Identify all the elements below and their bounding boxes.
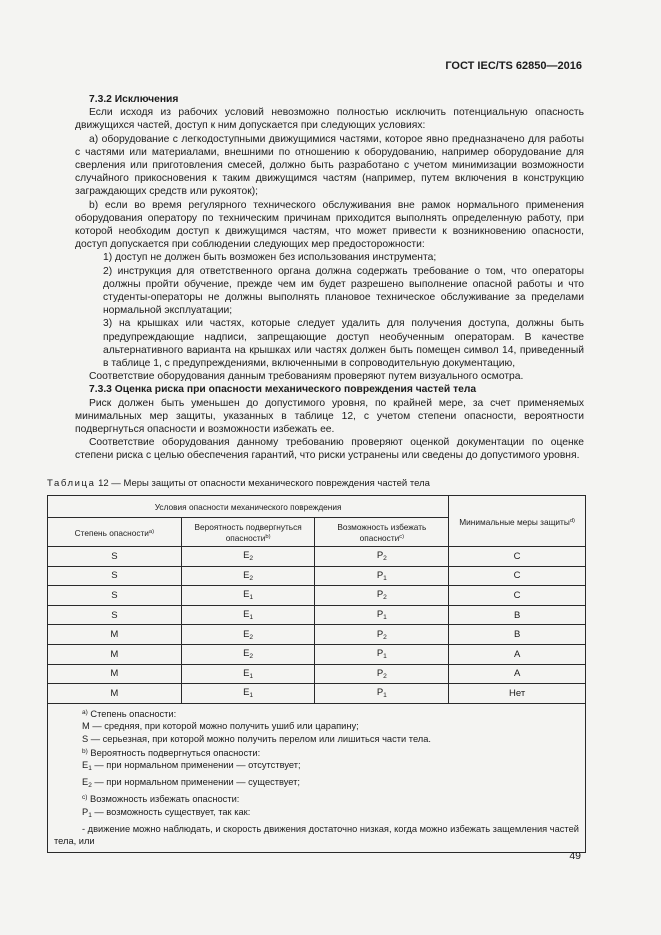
- table-row: [48, 644, 586, 664]
- table-caption-prefix: Таблица: [47, 478, 96, 489]
- cell-avoidance: $P_2$: [315, 547, 449, 567]
- cell-avoidance: $P_1$: [315, 684, 449, 704]
- list-item-a: а) оборудование с легкодоступными движущимися частями, которое явно предназначено для работы с частями или материалами, внешними по отношению к оборудованию, например оборудование для сверления или приготовления смесей, должно быть разработано с учетом минимизации возможности случайного прикосновения к таким движущимся частям (например, путем включения в конструкцию заграждающих средств или рукояток);: [75, 133, 584, 198]
- paragraph: Соответствие оборудования данному требованию проверяют оценкой документации по оценке степени риска с целью обеспечения гарантий, что риски устранены или сведены до допустимого уровня.: [75, 437, 584, 462]
- table-row: [48, 684, 586, 704]
- cell-measures: C: [449, 547, 586, 567]
- cell-probability: $E_2$: [181, 566, 315, 586]
- cell-measures: B: [449, 625, 586, 645]
- footnote-line: $E_1$ — при нормальном применении — отсутствует;: [82, 760, 301, 773]
- cell-measures: B: [449, 605, 586, 625]
- table-row: [48, 664, 586, 684]
- table-caption: [47, 478, 587, 489]
- cell-avoidance: $P_1$: [315, 644, 449, 664]
- footnote-c: $^{c)}$ Возможность избежать опасности:: [82, 794, 240, 805]
- footnote-a: $^{а)}$ Степень опасности:: [82, 708, 177, 719]
- paragraph: Риск должен быть уменьшен до допустимого уровня, по крайней мере, за счет применяемых минимальных мер защиты, указанных в таблице 12, с учетом степени опасности, вероятности подвергнуться опасности и возможности избежать ее.: [75, 397, 584, 436]
- precaution-2: 2) инструкция для ответственного органа должна содержать требование о том, что операторы должны пройти обучение, прежде чем им будет разрешено выполнение опасной работы и что студенты-операторы не должны выполнять плановое техническое обслуживание за пределами нормальной эксплуатации;: [103, 265, 584, 317]
- cell-severity: M: [48, 684, 182, 704]
- table-row: [48, 547, 586, 567]
- cell-severity: M: [48, 644, 182, 664]
- table-row: [48, 625, 586, 645]
- cell-measures: C: [449, 586, 586, 606]
- precaution-1: 1) доступ не должен быть возможен без использования инструмента;: [103, 252, 437, 264]
- paragraph: Если исходя из рабочих условий невозможно полностью исключить потенциальную опасность движущихся частей, доступ к ним допускается при следующих условиях:: [75, 107, 584, 132]
- cell-avoidance: $P_2$: [315, 586, 449, 606]
- precaution-3: 3) на крышках или частях, которые следует удалить для получения доступа, должны быть предупреждающие надписи, запрещающие доступ необученным операторам. В качестве альтернативного варианта на крышках или частях должен быть помещен символ 14, приведенный в таблице 1, с предупреждениями, включенными в сопроводительную документацию,: [103, 318, 584, 370]
- footnote-line: $E_2$ — при нормальном применении — существует;: [82, 776, 301, 789]
- cell-measures: A: [449, 664, 586, 684]
- table-row: [48, 566, 586, 586]
- cell-severity: S: [48, 547, 182, 567]
- header-severity: Степень опасности$^{а)}$: [48, 518, 182, 547]
- table-row: [48, 586, 586, 606]
- cell-severity: M: [48, 664, 182, 684]
- header-avoidance: Возможность избежать опасности$^{c)}$: [315, 518, 449, 547]
- cell-probability: $E_1$: [181, 684, 315, 704]
- cell-probability: $E_2$: [181, 547, 315, 567]
- footnote-b: $^{b)}$ Вероятность подвергнуться опасности:: [82, 747, 261, 758]
- cell-probability: $E_1$: [181, 664, 315, 684]
- section-title-7-3-2: 7.3.2 Исключения: [89, 94, 179, 105]
- header-hazard-conditions: Условия опасности механического повреждения: [48, 496, 449, 518]
- footnote-line: М — средняя, при которой можно получить ушиб или царапину;: [82, 721, 359, 732]
- table-row: [48, 605, 586, 625]
- cell-avoidance: $P_2$: [315, 664, 449, 684]
- document-header: ГОСТ IEC/TS 62850—2016: [445, 60, 582, 72]
- cell-severity: S: [48, 605, 182, 625]
- footnote-line: $P_1$ — возможность существует, так как:: [82, 806, 251, 819]
- main-text: [75, 93, 584, 463]
- cell-probability: $E_1$: [181, 605, 315, 625]
- header-probability: Вероятность подвергнуться опасности$^{b)}$: [181, 518, 315, 547]
- header-min-measures: Минимальные меры защиты$^{d)}$: [449, 496, 586, 547]
- page-number: 49: [569, 850, 581, 862]
- cell-severity: S: [48, 566, 182, 586]
- list-item-b: b) если во время регулярного технического обслуживания вне рамок нормального применения оборудования оператору по техническим причинам приходится выполнять определенную работу, при которой необходим доступ к движущимся частям, что может привести к возникновению опасности, доступ допускается при соблюдении следующих мер предосторожности:: [75, 199, 584, 251]
- cell-measures: C: [449, 566, 586, 586]
- cell-severity: S: [48, 586, 182, 606]
- cell-probability: $E_2$: [181, 625, 315, 645]
- paragraph: Соответствие оборудования данным требованиям проверяют путем визуального осмотра.: [89, 371, 524, 383]
- cell-probability: $E_2$: [181, 644, 315, 664]
- protection-measures-table: [47, 495, 586, 853]
- footnote-line: S — серьезная, при которой можно получить перелом или лишиться части тела.: [82, 733, 431, 744]
- cell-avoidance: $P_1$: [315, 605, 449, 625]
- cell-severity: M: [48, 625, 182, 645]
- table-footnotes: [48, 703, 586, 852]
- table-caption-text: 12 — Меры защиты от опасности механического повреждения частей тела: [98, 478, 430, 489]
- cell-avoidance: $P_2$: [315, 625, 449, 645]
- footnote-line: - движение можно наблюдать, и скорость движения достаточно низкая, когда можно избежать защемления частей тела, или: [54, 823, 579, 847]
- cell-probability: $E_1$: [181, 586, 315, 606]
- section-title-7-3-3: 7.3.3 Оценка риска при опасности механического повреждения частей тела: [89, 384, 477, 396]
- cell-avoidance: $P_1$: [315, 566, 449, 586]
- precautions-list: [75, 251, 584, 370]
- cell-measures: Нет: [449, 684, 586, 704]
- cell-measures: A: [449, 644, 586, 664]
